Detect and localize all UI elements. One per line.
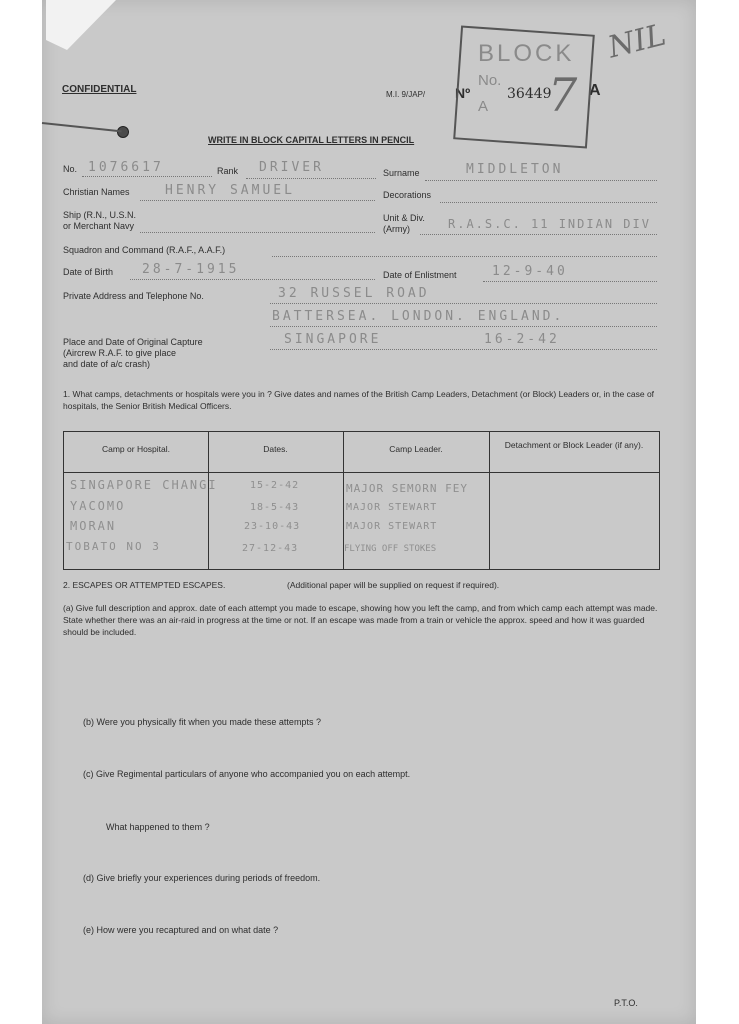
row-4-leader: FLYING OFF STOKES: [344, 544, 437, 554]
decorations-label: Decorations: [383, 190, 432, 200]
address-line-rule-1: [270, 303, 657, 304]
rank-value: DRIVER: [259, 160, 324, 175]
decorations-line: [440, 202, 657, 203]
row-4-camp: TOBATO NO 3: [66, 540, 161, 553]
confidential-label: CONFIDENTIAL: [62, 84, 137, 95]
stamp-handwritten-mark: 7: [548, 68, 578, 122]
address-line-rule-2: [270, 326, 657, 327]
question-1-text: 1. What camps, detachments or hospitals were you in ? Give dates and names of the British Camp Leaders, Detachment (or Block) Leaders or, in the case of hospitals, the Senior British Medical Officers.: [63, 389, 655, 411]
question-2-title: 2. ESCAPES OR ATTEMPTED ESCAPES.: [63, 580, 226, 590]
capture-place: SINGAPORE: [284, 332, 382, 347]
row-4-date: 27-12-43: [242, 543, 299, 554]
dob-label: Date of Birth: [63, 267, 114, 277]
no-label: No.: [63, 164, 78, 174]
dob-value: 28-7-1915: [142, 262, 240, 277]
question-2b-text: (b) Were you physically fit when you made these attempts ?: [83, 717, 321, 727]
surname-value: MIDDLETON: [466, 162, 564, 177]
unit-label-2: (Army): [383, 224, 410, 234]
surname-label: Surname: [383, 168, 420, 178]
capture-date: 16-2-42: [484, 332, 560, 347]
dob-line: [130, 279, 375, 280]
row-3-camp: MORAN: [70, 519, 117, 533]
question-2e-text: (e) How were you recaptured and on what date ?: [83, 925, 279, 935]
header-camp: Camp or Hospital.: [101, 444, 171, 454]
question-2c-followup: What happened to them ?: [106, 822, 210, 832]
number-label: Nº: [455, 85, 471, 101]
enlistment-line: [483, 281, 657, 282]
squadron-label: Squadron and Command (R.A.F., A.A.F.): [63, 245, 226, 255]
header-detachment-leader: Detachment or Block Leader (if any).: [504, 440, 644, 450]
unit-value: R.A.S.C. 11 INDIAN DIV: [448, 217, 651, 231]
no-line: [82, 176, 212, 177]
christian-names-value: HENRY SAMUEL: [165, 183, 295, 198]
address-label: Private Address and Telephone No.: [63, 291, 204, 301]
stamp-text-block: BLOCK: [478, 40, 575, 67]
form-suffix: A: [589, 82, 601, 99]
capture-line: [270, 349, 657, 350]
christian-names-label: Christian Names: [63, 187, 130, 197]
row-2-camp: YACOMO: [70, 499, 126, 513]
ship-label: Ship (R.N., U.S.N.: [63, 210, 137, 220]
row-1-leader: MAJOR SEMORN FEY: [346, 482, 468, 495]
capture-label: Place and Date of Original Capture: [63, 337, 203, 347]
rank-line: [246, 178, 376, 179]
question-2c-text: (c) Give Regimental particulars of anyone who accompanied you on each attempt.: [83, 769, 411, 779]
table-divider: [489, 432, 490, 569]
address-line-2: BATTERSEA. LONDON. ENGLAND.: [272, 309, 565, 324]
enlistment-label: Date of Enlistment: [383, 270, 457, 280]
no-value: 1076617: [88, 160, 164, 175]
unit-label: Unit & Div.: [383, 213, 425, 223]
form-number: 36449: [507, 86, 552, 102]
address-line-1: 32 RUSSEL ROAD: [278, 286, 430, 301]
question-2-note: (Additional paper will be supplied on request if required).: [287, 580, 500, 590]
header-camp-leader: Camp Leader.: [389, 444, 443, 454]
capture-label-3: and date of a/c crash): [63, 359, 151, 369]
unit-line: [420, 234, 657, 235]
form-reference: M.I. 9/JAP/: [386, 90, 426, 99]
surname-line: [425, 180, 657, 181]
row-1-date: 15-2-42: [250, 480, 300, 491]
rank-label: Rank: [217, 166, 239, 176]
camps-table: [63, 431, 660, 570]
squadron-line: [272, 256, 657, 257]
question-2a-text: (a) Give full description and approx. date of each attempt you made to escape, showing how you left the camp, and from which camp each attempt was made. State whether there was an air-raid in progress at the time or not. If an escape was made from a train or vehicle the approx. speed and how it was guarded should be included.: [63, 603, 658, 637]
row-2-date: 18-5-43: [250, 502, 300, 513]
row-3-date: 23-10-43: [244, 521, 301, 532]
christian-line: [140, 200, 375, 201]
ship-label-2: or Merchant Navy: [63, 221, 135, 231]
row-1-camp: SINGAPORE CHANGI: [70, 478, 218, 492]
corner-annotation: NIL: [604, 17, 670, 66]
pto-label: P.T.O.: [614, 998, 638, 1008]
stamp-text-no: No.: [478, 72, 502, 89]
instruction-heading: WRITE IN BLOCK CAPITAL LETTERS IN PENCIL: [208, 135, 415, 145]
stamp-text-a: A: [478, 98, 489, 115]
capture-label-2: (Aircrew R.A.F. to give place: [63, 348, 177, 358]
enlistment-value: 12-9-40: [492, 264, 568, 279]
row-2-leader: MAJOR STEWART: [346, 502, 438, 513]
question-2d-text: (d) Give briefly your experiences during periods of freedom.: [83, 873, 321, 883]
header-dates: Dates.: [263, 444, 288, 454]
row-3-leader: MAJOR STEWART: [346, 521, 438, 532]
ship-line: [140, 232, 375, 233]
